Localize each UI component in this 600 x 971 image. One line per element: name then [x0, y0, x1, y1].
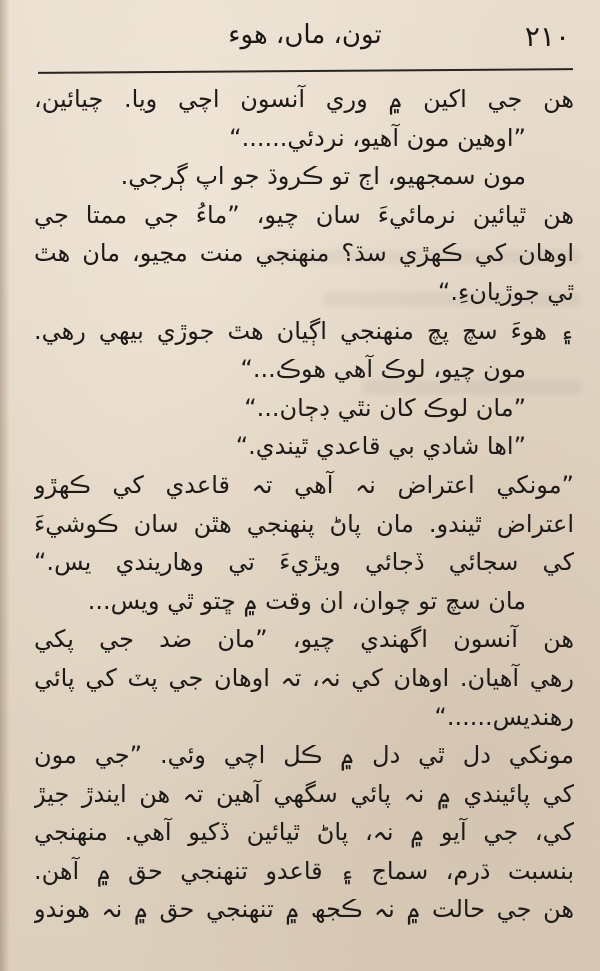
text-line: ”مان لوڪ کان نٿي ڊڄان...“	[244, 393, 526, 422]
text-line: اوھان کي ڪھڙي سڌ؟ منھنجي منت مڃيو، مان ھٿ	[34, 239, 574, 268]
text-line: ”اوھين مون آھيو، نردئي......“	[229, 123, 526, 152]
text-line: بنسبت ڌرم، سماج ۽ قاعدو تنھنجي حق ۾ آھن.	[34, 856, 574, 885]
text-line: ھن ٿيائين نرمائيءَ سان چيو، ”ماءُ جي ممتا جي	[34, 200, 574, 229]
body-text	[34, 80, 574, 929]
text-line: مان سچ تو چوان، ان وقت ۾ ڇتو ٿي ويس...	[87, 586, 526, 615]
text-line: رھي آھيان. اوھان کي نہ، تہ اوھان جي پٽ کي پائي	[34, 663, 574, 692]
text-line: اعتراض ٿيندو. مان پاڻ پنھنجي ھٿن سان ڪوشيءَ	[34, 509, 574, 538]
page-number: ٢١٠	[524, 20, 570, 53]
text-line: مون چيو، لوڪ آھي ھوڪ...“	[240, 355, 526, 384]
text-line: مون سمجھيو، اڄ تو ڪروڌ جو اپ ڳرجي.	[120, 162, 526, 191]
text-line: ھن جي حالت ۾ نہ ڪجھ ۾ تنھنجي حق ۾ نہ ھوندو	[34, 895, 574, 924]
text-line: کي سجائي ڏجائي ويڙيءَ تي وھاريندي يس.“	[34, 548, 574, 577]
text-line: ھن آنسون اگھندي چيو، ”مان ضد جي پکي	[34, 625, 574, 654]
text-line: ”مونکي اعتراض نہ آھي تہ قاعدي کي ڪھڙو	[34, 470, 574, 499]
page-edge-shadow	[0, 0, 10, 971]
text-line: ”اھا شادي بي قاعدي ٿيندي.“	[235, 432, 526, 461]
header-rule	[38, 68, 573, 74]
text-line: رھنديس......“	[434, 702, 574, 731]
running-title: تون، ماں، ھوء	[228, 20, 382, 50]
text-line: ٿي جوڙيانءِ.“	[437, 277, 574, 306]
text-line: کي، جي آيو ۾ نہ، پاڻ ٿيائين ڏکيو آھي. منھنجي	[34, 818, 574, 847]
text-line: ھن جي اکين ۾ وري آنسون اچي ويا. چيائين،	[34, 85, 574, 113]
text-line: ۽ ھوءَ سچ پچ منھنجي اڳيان ھٿ جوڙي بيھي رھي.	[34, 316, 574, 345]
text-line: مونکي دل ٿي دل ۾ ڪل اچي وئي. ”جي مون	[34, 741, 574, 770]
page-header	[40, 18, 570, 66]
text-line: کي پائيندي ۾ نہ پائي سگھي آھين تہ ھن ايندڙ جيڙ	[34, 779, 574, 808]
